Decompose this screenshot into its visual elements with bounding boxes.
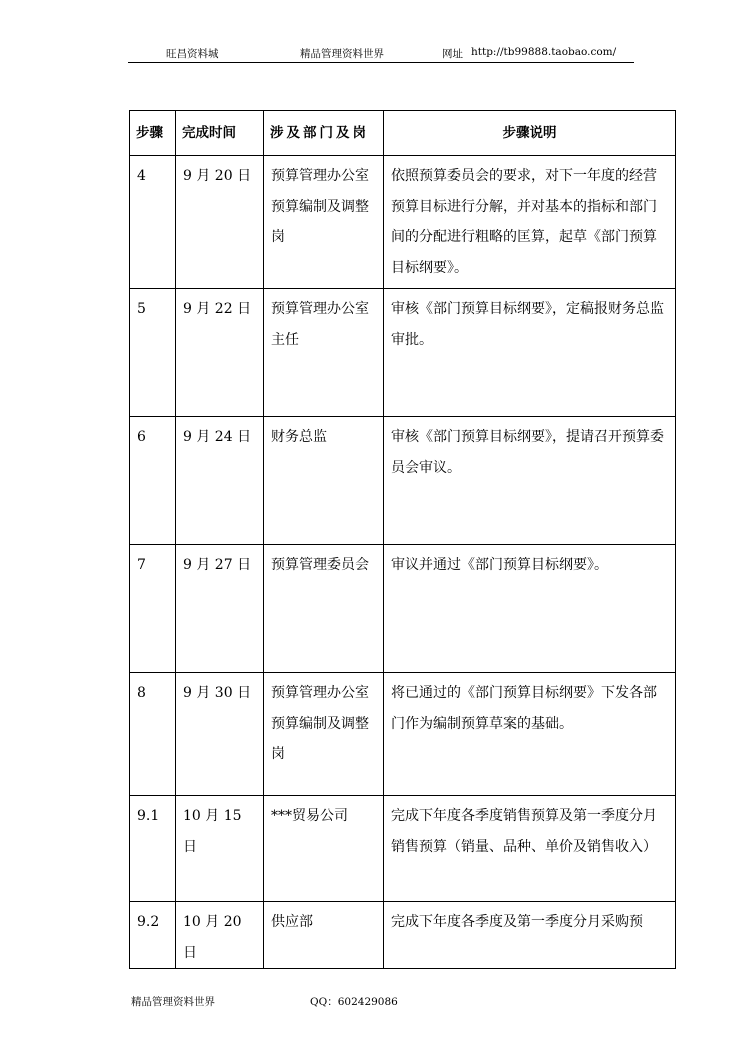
column-header-dept: 涉及部门及岗 — [264, 111, 384, 156]
cell-dept: 预算管理办公室主任 — [264, 289, 384, 417]
cell-step: 9.1 — [130, 796, 176, 902]
column-header-step: 步骤 — [130, 111, 176, 156]
cell-date: 9 月 22 日 — [176, 289, 264, 417]
cell-dept: 财务总监 — [264, 417, 384, 545]
footer-qq: QQ：602429086 — [310, 996, 398, 1008]
column-header-date: 完成时间 — [176, 111, 264, 156]
cell-date: 10 月 15 日 — [176, 796, 264, 902]
cell-desc: 将已通过的《部门预算目标纲要》下发各部门作为编制预算草案的基础。 — [384, 673, 676, 796]
cell-desc: 完成下年度各季度及第一季度分月采购预 — [384, 902, 676, 969]
header-site-url[interactable]: http://tb99888.taobao.com/ — [471, 46, 617, 58]
table-row — [130, 417, 676, 545]
cell-date: 9 月 20 日 — [176, 156, 264, 289]
cell-dept: 预算管理委员会 — [264, 545, 384, 673]
cell-date: 10 月 20 日 — [176, 902, 264, 969]
cell-date: 9 月 27 日 — [176, 545, 264, 673]
page-header — [128, 44, 634, 63]
cell-step: 8 — [130, 673, 176, 796]
table-row — [130, 156, 676, 289]
cell-step: 5 — [130, 289, 176, 417]
table-row — [130, 673, 676, 796]
cell-dept: 供应部 — [264, 902, 384, 969]
cell-step: 4 — [130, 156, 176, 289]
steps-table — [129, 110, 676, 969]
table-row — [130, 289, 676, 417]
cell-step: 6 — [130, 417, 176, 545]
header-shop-name: 旺昌资料城 — [166, 48, 219, 60]
cell-desc: 审核《部门预算目标纲要》，提请召开预算委员会审议。 — [384, 417, 676, 545]
cell-dept: 预算管理办公室预算编制及调整岗 — [264, 156, 384, 289]
cell-step: 9.2 — [130, 902, 176, 969]
cell-dept: ***贸易公司 — [264, 796, 384, 902]
table-row — [130, 545, 676, 673]
cell-dept: 预算管理办公室预算编制及调整岗 — [264, 673, 384, 796]
cell-date: 9 月 24 日 — [176, 417, 264, 545]
header-world-name: 精品管理资料世界 — [300, 48, 384, 60]
column-header-desc: 步骤说明 — [384, 111, 676, 156]
cell-desc: 审核《部门预算目标纲要》，定稿报财务总监审批。 — [384, 289, 676, 417]
table-header-row — [130, 111, 676, 156]
table-row — [130, 902, 676, 969]
cell-desc: 完成下年度各季度销售预算及第一季度分月销售预算（销量、品种、单价及销售收入） — [384, 796, 676, 902]
footer-world-name: 精品管理资料世界 — [131, 996, 215, 1008]
cell-desc: 依照预算委员会的要求，对下一年度的经营预算目标进行分解，并对基本的指标和部门间的分配进行粗略的匡算，起草《部门预算目标纲要》。 — [384, 156, 676, 289]
table-row — [130, 796, 676, 902]
cell-date: 9 月 30 日 — [176, 673, 264, 796]
cell-step: 7 — [130, 545, 176, 673]
cell-desc: 审议并通过《部门预算目标纲要》。 — [384, 545, 676, 673]
header-site-label: 网址 — [442, 48, 463, 60]
